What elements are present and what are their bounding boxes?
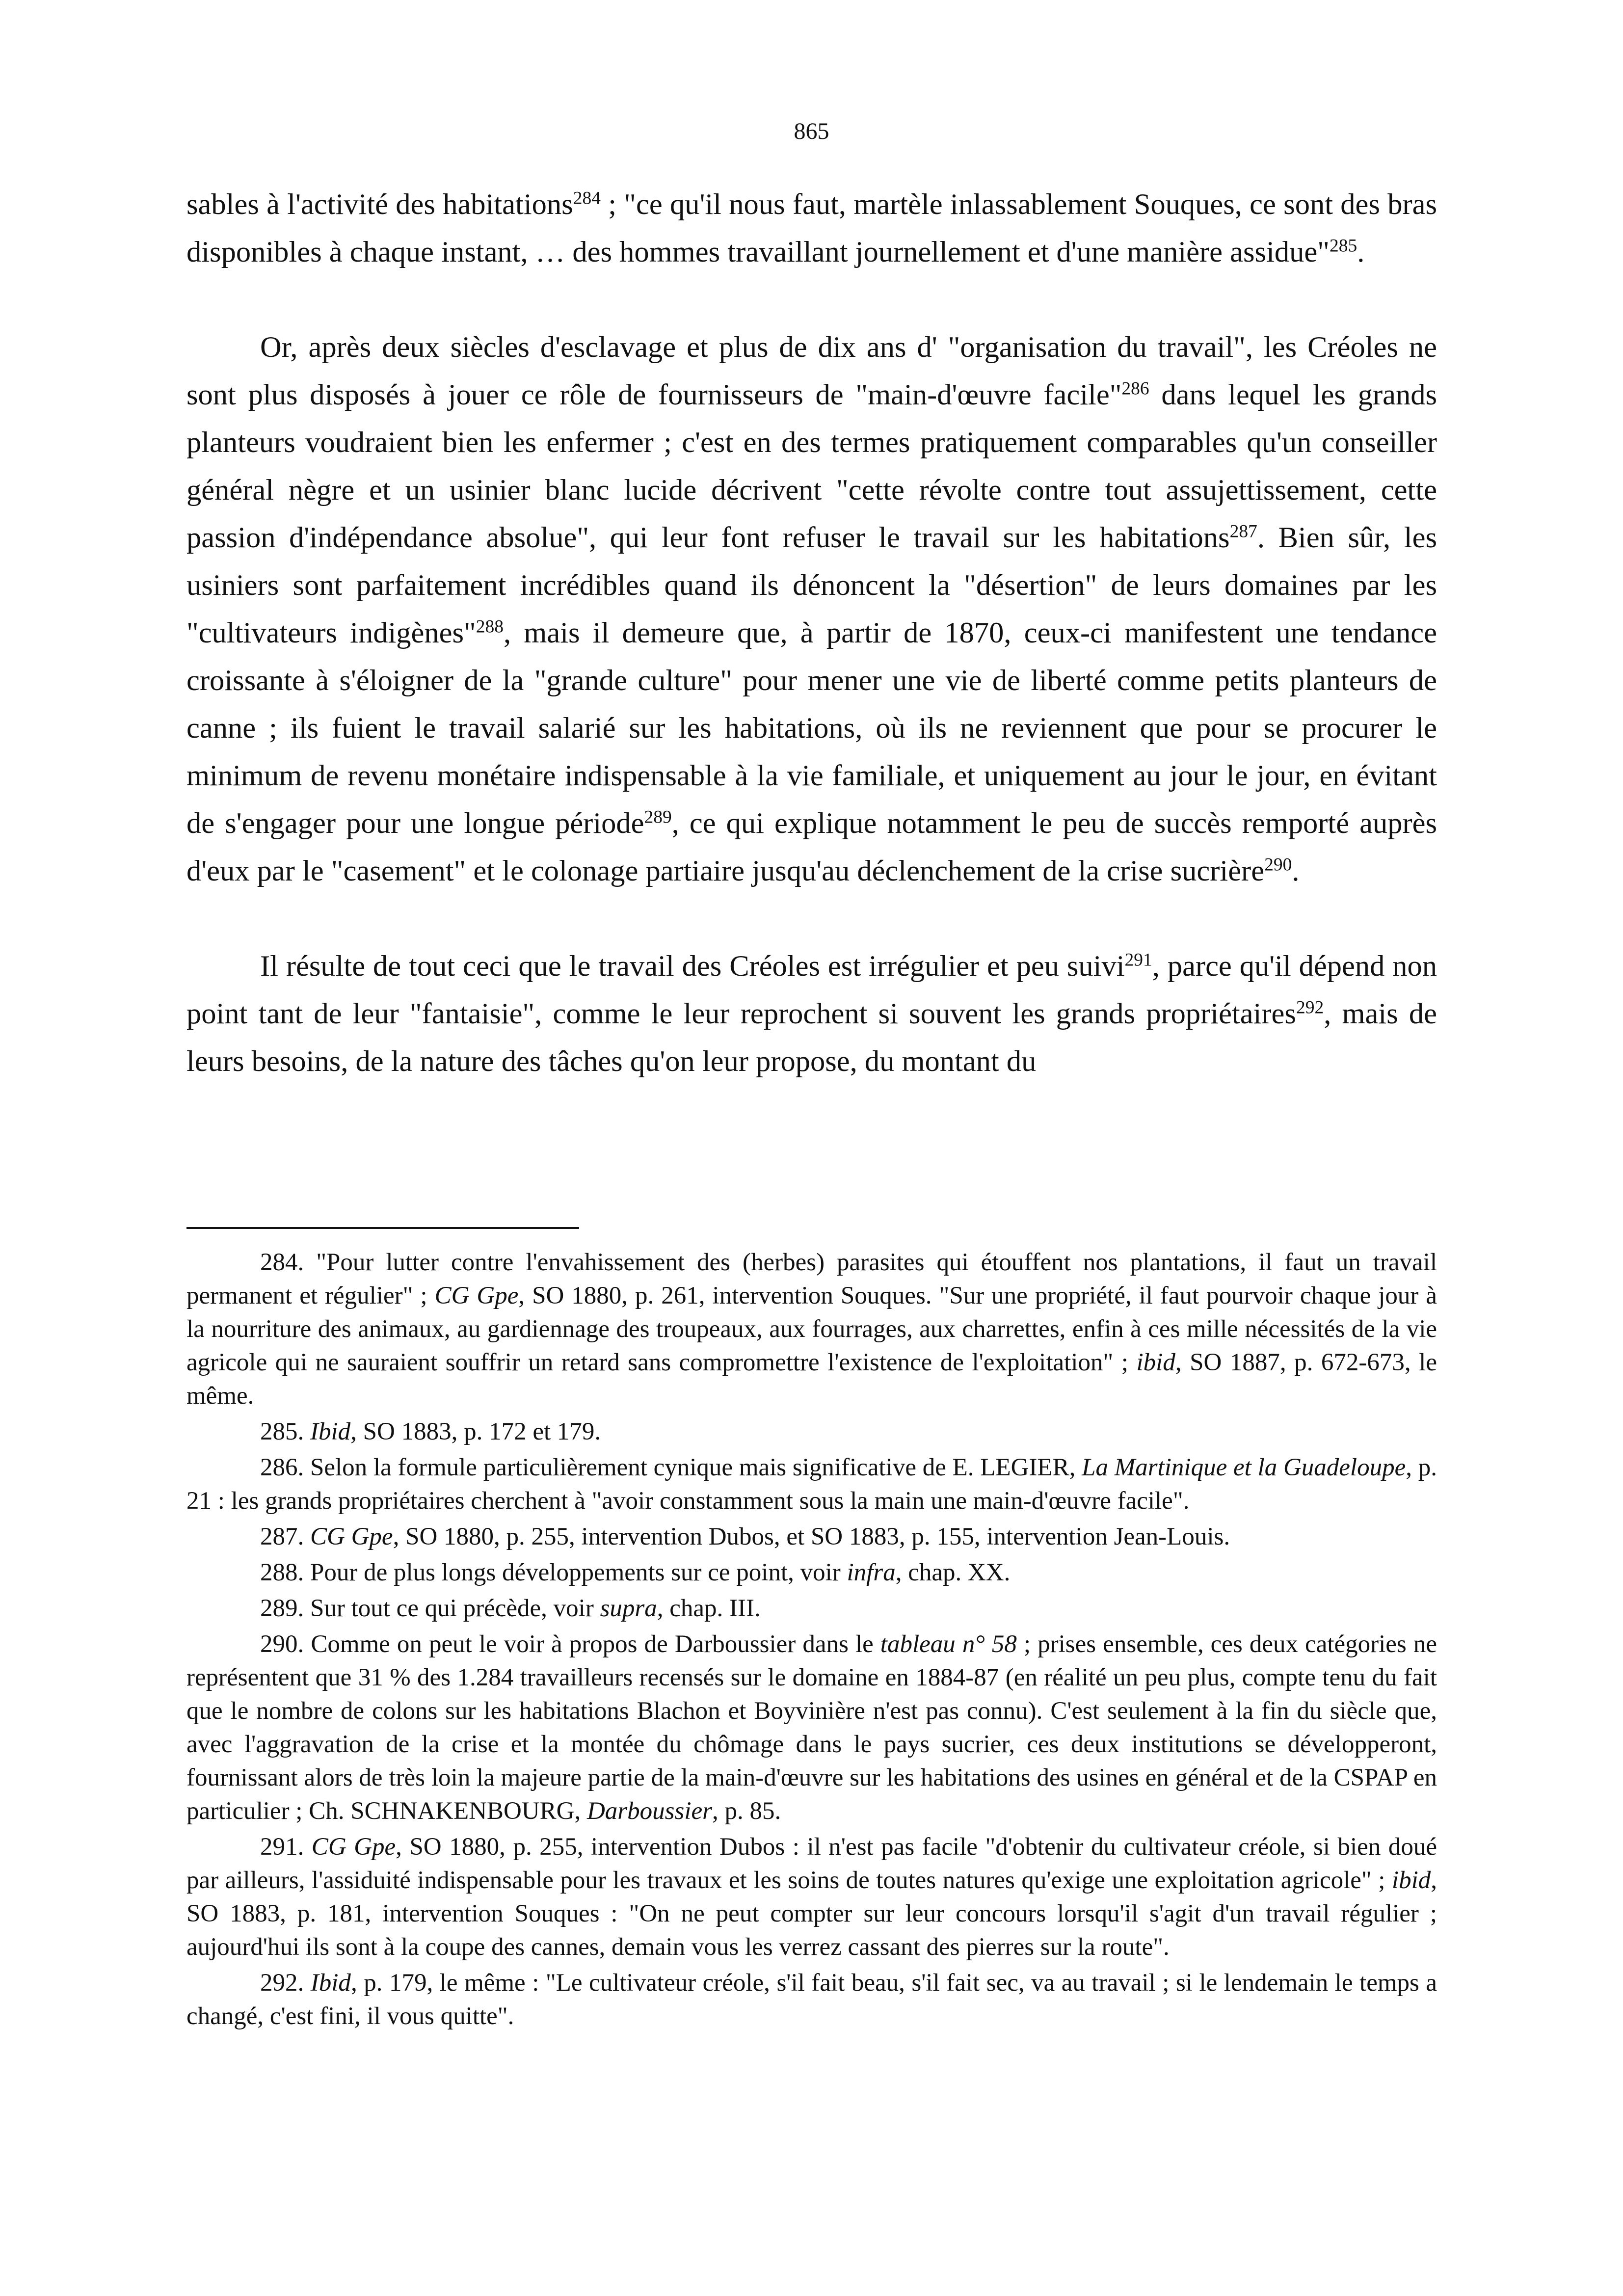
footnote-reference: 289 [644,807,672,828]
italic-citation: supra [600,1595,657,1622]
footnote-reference: 290 [1264,854,1292,875]
footnote-separator [186,1227,579,1229]
footnote-285: 285. Ibid, SO 1883, p. 172 et 179. [260,1418,601,1445]
italic-citation: CG Gpe [310,1523,393,1550]
footnote-reference: 287 [1229,521,1257,542]
footnote-reference: 284 [573,188,601,209]
body-paragraph: Or, après deux siècles d'esclavage et plus de dix ans d' "organisation du travail", les Créoles ne sont plus disposés à jouer ce rôle de fournisseurs de "main-d'œuvre facile"$^{286}$ dans lequel les grands planteurs voudraient bien les enfermer ; c'est en des termes pratiquement comparables qu'un conseiller général nègre et un usinier blanc lucide décrivent "cette révolte contre tout assujettissement, cette passion d'indépendance absolue", qui leur font refuser le travail sur les habitations$^{287}$. Bien sûr, les usiniers sont parfaitement incrédibles quand ils dénoncent la "désertion" de leurs domaines par les "cultivateurs indigènes"$^{288}$, mais il demeure que, à partir de 1870, ceux-ci manifestent une tendance croissante à s'éloigner de la "grande culture" pour mener une vie de liberté comme petits planteurs de canne ; ils fuient le travail salarié sur les habitations, où ils ne reviennent que pour se procurer le minimum de revenu monétaire indispensable à la vie familiale, et uniquement au jour le jour, en évitant de s'engager pour une longue période$^{289}$, ce qui explique notamment le peu de succès remporté auprès d'eux par le "casement" et le colonage partiaire jusqu'au déclenchement de la crise sucrière$^{290}$. [186,331,1437,887]
footnote-287: 287. CG Gpe, SO 1880, p. 255, intervention Dubos, et SO 1883, p. 155, intervention Jean-Louis. [260,1523,1230,1550]
italic-citation: Ibid [310,1969,351,1997]
italic-citation: La Martinique et la Guadeloupe [1082,1454,1406,1481]
italic-citation: ibid [1136,1349,1175,1376]
footnote-291: 291. CG Gpe, SO 1880, p. 255, intervention Dubos : il n'est pas facile "d'obtenir du cultivateur créole, si bien doué par ailleurs, l'assiduité indispensable pour les travaux et les soins de toutes natures qu'exige une exploitation agricole" ; ibid, SO 1883, p. 181, intervention Souques : "On ne peut compter sur leur concours lorsqu'il s'agit d'un travail régulier ; aujourd'hui ils sont à la coupe des cannes, demain vous les verrez cassant des pierres sur la route". [186,1833,1437,1961]
footnote-reference: 286 [1121,378,1149,399]
body-paragraph: Il résulte de tout ceci que le travail des Créoles est irrégulier et peu suivi$^{291}$, parce qu'il dépend non point tant de leur "fantaisie", comme le leur reprochent si souvent les grands propriétaires$^{292}$, mais de leurs besoins, de la nature des tâches qu'on leur propose, du montant du [186,950,1437,1078]
footnote-reference: 291 [1124,950,1152,970]
footnote-292: 292. Ibid, p. 179, le même : "Le cultivateur créole, s'il fait beau, s'il fait sec, va au travail ; si le lendemain le temps a changé, c'est fini, il vous quitte". [186,1969,1437,2030]
footnote-reference: 285 [1329,236,1357,256]
footnote-reference: 292 [1296,997,1324,1018]
body-text [186,181,1437,1085]
body-paragraph: sables à l'activité des habitations$^{284}$ ; "ce qu'il nous faut, martèle inlassablement Souques, ce sont des bras disponibles à chaque instant, … des hommes travaillant journellement et d'une manière assidue"$^{285}$. [186,188,1437,268]
footnotes [186,1246,1437,2035]
footnote-288: 288. Pour de plus longs développements sur ce point, voir infra, chap. XX. [260,1559,1011,1586]
page-number: 865 [794,118,829,144]
footnote-284: 284. "Pour lutter contre l'envahissement des (herbes) parasites qui étouffent nos plantations, il faut un travail permanent et régulier" ; CG Gpe, SO 1880, p. 261, intervention Souques. "Sur une propriété, il faut pourvoir chaque jour à la nourriture des animaux, au gardiennage des troupeaux, aux fourrages, aux charrettes, enfin à ces mille nécessités de la vie agricole qui ne sauraient souffrir un retard sans compromettre l'existence de l'exploitation" ; ibid, SO 1887, p. 672-673, le même. [186,1249,1437,1410]
footnote-286: 286. Selon la formule particulièrement cynique mais significative de E. LEGIER, La Martinique et la Guadeloupe, p. 21 : les grands propriétaires cherchent à "avoir constamment sous la main une main-d'œuvre facile". [186,1454,1437,1515]
footnote-reference: 288 [476,616,504,637]
italic-citation: CG Gpe [311,1833,396,1861]
italic-citation: CG Gpe [434,1282,519,1309]
italic-citation: Ibid [310,1418,351,1445]
italic-citation: tableau n° 58 [880,1630,1017,1658]
italic-citation: Darboussier [586,1797,712,1825]
italic-citation: infra [847,1559,896,1586]
footnote-290: 290. Comme on peut le voir à propos de Darboussier dans le tableau n° 58 ; prises ensemble, ces deux catégories ne représentent que 31 % des 1.284 travailleurs recensés sur le domaine en 1884-87 (en réalité un peu plus, compte tenu du fait que le nombre de colons sur les habitations Blachon et Boyvinière n'est pas connu). C'est seulement à la fin du siècle que, avec l'aggravation de la crise et la montée du chômage dans le pays sucrier, ces deux institutions se développeront, fournissant alors de très loin la majeure partie de la main-d'œuvre sur les habitations des usines en général et de la CSPAP en particulier ; Ch. SCHNAKENBOURG, Darboussier, p. 85. [186,1630,1437,1825]
footnote-289: 289. Sur tout ce qui précède, voir supra, chap. III. [260,1595,761,1622]
italic-citation: ibid [1391,1867,1431,1894]
